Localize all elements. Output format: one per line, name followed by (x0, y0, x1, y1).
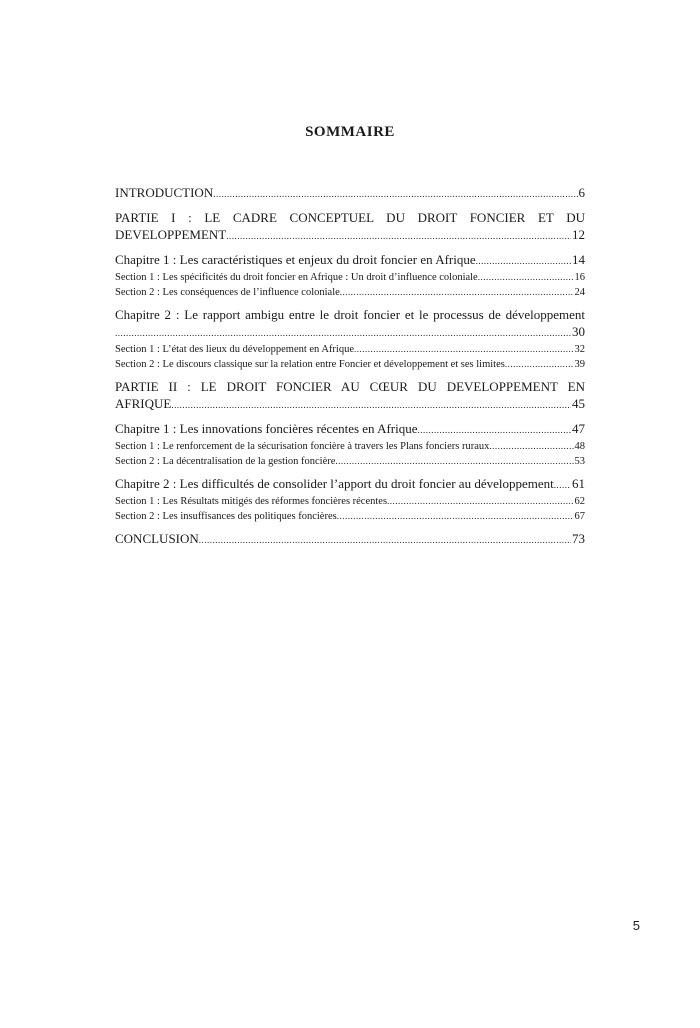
dot-leader (554, 477, 571, 494)
toc-entry-label: CONCLUSION (115, 531, 199, 546)
toc-entry-label: Section 2 : Les insuffisances des politiques foncières (115, 511, 337, 522)
toc-entry-partie-2[interactable] (115, 378, 585, 414)
dot-leader (418, 422, 571, 439)
toc-entry-page: 67 (574, 511, 585, 522)
dot-leader (478, 270, 574, 285)
toc-entry-page: 14 (572, 252, 585, 267)
dot-leader (505, 357, 574, 372)
dot-leader (340, 285, 574, 300)
toc-entry-label: Section 1 : Le renforcement de la sécurisation foncière à travers les Plans fonciers ruraux (115, 441, 490, 452)
toc-entry-page: 73 (572, 531, 585, 546)
toc-entry-p1-c2-section-1[interactable] (115, 342, 585, 357)
toc-entry-label-line1: PARTIE II : LE DROIT FONCIER AU CŒUR DU DEVELOPPEMENT EN (115, 379, 585, 394)
toc-entry-label: Chapitre 2 : Les difficultés de consolider l’apport du droit foncier au développement (115, 476, 554, 491)
dot-leader (171, 397, 571, 414)
toc-entry-p1-c1-section-2[interactable] (115, 285, 585, 300)
toc-entry-label: Chapitre 1 : Les innovations foncières récentes en Afrique (115, 421, 418, 436)
toc-entry-label: Chapitre 1 : Les caractéristiques et enjeux du droit foncier en Afrique (115, 252, 476, 267)
toc-entry-page: 48 (574, 441, 585, 452)
toc-entry-conclusion[interactable] (115, 530, 585, 549)
toc-entry-page: 47 (572, 421, 585, 436)
toc-entry-page: 62 (574, 496, 585, 507)
toc-entry-page: 16 (574, 272, 585, 283)
toc-entry-page: 24 (574, 287, 585, 298)
toc-entry-p1-chapitre-1[interactable] (115, 251, 585, 270)
dot-leader (354, 342, 573, 357)
toc-entry-p2-c1-section-2[interactable] (115, 454, 585, 469)
dot-leader (387, 494, 573, 509)
toc-entry-label-line1: Chapitre 2 : Le rapport ambigu entre le droit foncier et le processus de développement (115, 307, 585, 322)
toc-entry-label: INTRODUCTION (115, 185, 214, 200)
toc-entry-p1-c1-section-1[interactable] (115, 270, 585, 285)
toc-entry-page: 32 (574, 344, 585, 355)
toc-entry-page: 61 (572, 476, 585, 491)
dot-leader (213, 186, 577, 203)
dot-leader (335, 454, 573, 469)
table-of-contents (115, 184, 585, 549)
dot-leader (476, 253, 571, 270)
dot-leader (226, 228, 571, 245)
toc-entry-p2-c2-section-1[interactable] (115, 494, 585, 509)
toc-entry-label: Section 2 : La décentralisation de la gestion foncière (115, 456, 336, 467)
toc-entry-p2-chapitre-2[interactable] (115, 475, 585, 494)
dot-leader (337, 509, 574, 524)
toc-entry-page: 12 (572, 227, 585, 242)
toc-entry-label-line2: DEVELOPPEMENT (115, 227, 227, 242)
toc-entry-p2-c1-section-1[interactable] (115, 439, 585, 454)
toc-entry-page: 6 (578, 185, 585, 200)
toc-entry-label: Section 2 : Les conséquences de l’influence coloniale (115, 287, 340, 298)
toc-entry-label: Section 1 : Les spécificités du droit foncier en Afrique : Un droit d’influence coloniale (115, 272, 478, 283)
toc-entry-introduction[interactable] (115, 184, 585, 203)
toc-entry-p2-c2-section-2[interactable] (115, 509, 585, 524)
dot-leader (115, 325, 571, 342)
dot-leader (489, 439, 573, 454)
toc-entry-page: 39 (574, 359, 585, 370)
toc-entry-label-line2: AFRIQUE (115, 396, 172, 411)
toc-entry-partie-1[interactable] (115, 209, 585, 245)
toc-entry-label: Section 1 : Les Résultats mitigés des réformes foncières récentes (115, 496, 388, 507)
toc-entry-p2-chapitre-1[interactable] (115, 420, 585, 439)
dot-leader (199, 532, 571, 549)
toc-entry-p1-chapitre-2[interactable] (115, 306, 585, 342)
toc-entry-page: 53 (574, 456, 585, 467)
page-title: SOMMAIRE (305, 124, 395, 140)
toc-entry-page: 30 (572, 324, 585, 339)
page-number: 5 (632, 918, 640, 933)
toc-entry-label: Section 2 : Le discours classique sur la relation entre Foncier et développement et ses limites (115, 359, 505, 370)
toc-entry-label-line1: PARTIE I : LE CADRE CONCEPTUEL DU DROIT FONCIER ET DU (115, 210, 585, 225)
toc-entry-page: 45 (572, 396, 585, 411)
toc-entry-label: Section 1 : L’état des lieux du développement en Afrique (115, 344, 355, 355)
toc-entry-p1-c2-section-2[interactable] (115, 357, 585, 372)
